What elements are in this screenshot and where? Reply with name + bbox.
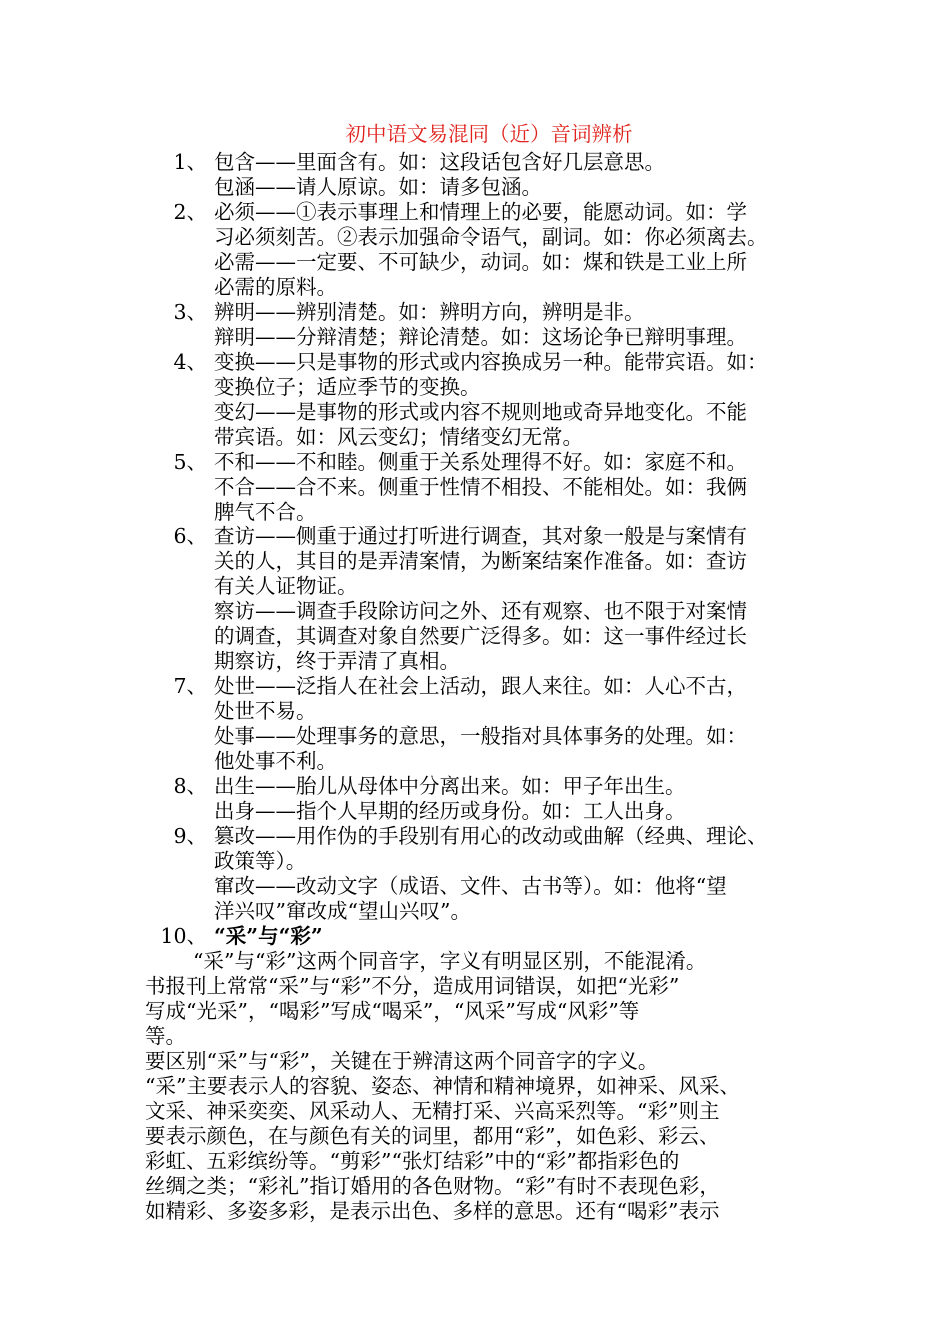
item-line: 处世不易。	[214, 699, 317, 723]
paragraph-line: “采”与“彩”这两个同音字，字义有明显区别，不能混淆。	[193, 949, 707, 973]
item-line: 处世——泛指人在社会上活动，跟人来往。如：人心不古，	[214, 674, 747, 698]
item-line: 关的人，其目的是弄清案情，为断案结案作准备。如：查访	[214, 549, 747, 573]
paragraph-line: 要区别“采”与“彩”，关键在于辨清这两个同音字的字义。	[145, 1049, 659, 1073]
paragraph-line: 如精彩、多姿多彩，是表示出色、多样的意思。还有“喝彩”表示	[145, 1199, 720, 1223]
item-line: 变换位子；适应季节的变换。	[214, 375, 481, 399]
item-line: 篡改——用作伪的手段别有用心的改动或曲解（经典、理论、	[214, 824, 768, 848]
item-line: 出身——指个人早期的经历或身份。如：工人出身。	[214, 799, 686, 823]
paragraph-line: 要表示颜色，在与颜色有关的词里，都用“彩”，如色彩、彩云、	[145, 1124, 720, 1148]
paragraph-line: 写成“光采”，“喝彩”写成“喝采”，“风采”写成“风彩”等	[145, 999, 640, 1023]
item-line: 必需的原料。	[214, 275, 337, 299]
item-line: 有关人证物证。	[214, 574, 358, 598]
item-line: 必需——一定要、不可缺少，动词。如：煤和铁是工业上所	[214, 250, 747, 274]
item-number: 4、	[173, 350, 207, 374]
item-line: 窜改——改动文字（成语、文件、古书等）。如：他将“望	[214, 874, 727, 898]
item-line: 脾气不合。	[214, 500, 317, 524]
item-line: 辨明——辨别清楚。如：辨明方向，辨明是非。	[214, 300, 645, 324]
paragraph-line: “采”主要表示人的容貌、姿态、神情和精神境界，如神采、风采、	[145, 1074, 740, 1098]
paragraph-line: 丝绸之类；“彩礼”指订婚用的各色财物。“彩”有时不表现色彩，	[145, 1174, 720, 1198]
item-number: 9、	[173, 824, 207, 848]
item-line: 他处事不利。	[214, 749, 337, 773]
item-line: 出生——胎儿从母体中分离出来。如：甲子年出生。	[214, 774, 686, 798]
item-line: 察访——调查手段除访问之外、还有观察、也不限于对案情	[214, 599, 747, 623]
item-number: 2、	[173, 200, 207, 224]
item-line: 包含——里面含有。如：这段话包含好几层意思。	[214, 150, 665, 174]
item-line: 洋兴叹”窜改成“望山兴叹”。	[214, 899, 471, 923]
section-heading: “采”与“彩”	[214, 924, 323, 948]
item-number: 10、	[160, 924, 207, 948]
item-number: 8、	[173, 774, 207, 798]
paragraph-line: 等。	[145, 1024, 186, 1048]
item-line: 不和——不和睦。侧重于关系处理得不好。如：家庭不和。	[214, 450, 747, 474]
item-line: 处事——处理事务的意思，一般指对具体事务的处理。如：	[214, 724, 747, 748]
item-number: 6、	[173, 524, 207, 548]
item-number: 7、	[173, 674, 207, 698]
item-line: 期察访，终于弄清了真相。	[214, 649, 460, 673]
paragraph-line: 彩虹、五彩缤纷等。“剪彩”“张灯结彩”中的“彩”都指彩色的	[145, 1149, 680, 1173]
item-line: 变换——只是事物的形式或内容换成另一种。能带宾语。如：	[214, 350, 768, 374]
item-line: 习必须刻苦。②表示加强命令语气，副词。如：你必须离去。	[214, 225, 768, 249]
paragraph-line: 书报刊上常常“采”与“彩”不分，造成用词错误，如把“光彩”	[145, 974, 680, 998]
paragraph-line: 文采、神采奕奕、风采动人、无精打采、兴高采烈等。“彩”则主	[145, 1099, 720, 1123]
item-line: 带宾语。如：风云变幻；情绪变幻无常。	[214, 425, 583, 449]
item-line: 查访——侧重于通过打听进行调查，其对象一般是与案情有	[214, 524, 747, 548]
item-line: 包涵——请人原谅。如：请多包涵。	[214, 175, 542, 199]
item-number: 1、	[173, 150, 207, 174]
item-number: 3、	[173, 300, 207, 324]
item-number: 5、	[173, 450, 207, 474]
item-line: 不合——合不来。侧重于性情不相投、不能相处。如：我俩	[214, 475, 747, 499]
item-line: 的调查，其调查对象自然要广泛得多。如：这一事件经过长	[214, 624, 747, 648]
item-line: 辩明——分辩清楚；辩论清楚。如：这场论争已辩明事理。	[214, 325, 747, 349]
item-line: 必须——①表示事理上和情理上的必要，能愿动词。如：学	[214, 200, 747, 224]
item-line: 变幻——是事物的形式或内容不规则地或奇异地变化。不能	[214, 400, 747, 424]
item-line: 政策等）。	[214, 849, 307, 873]
document-title: 初中语文易混同（近）音词辨析	[345, 122, 633, 146]
